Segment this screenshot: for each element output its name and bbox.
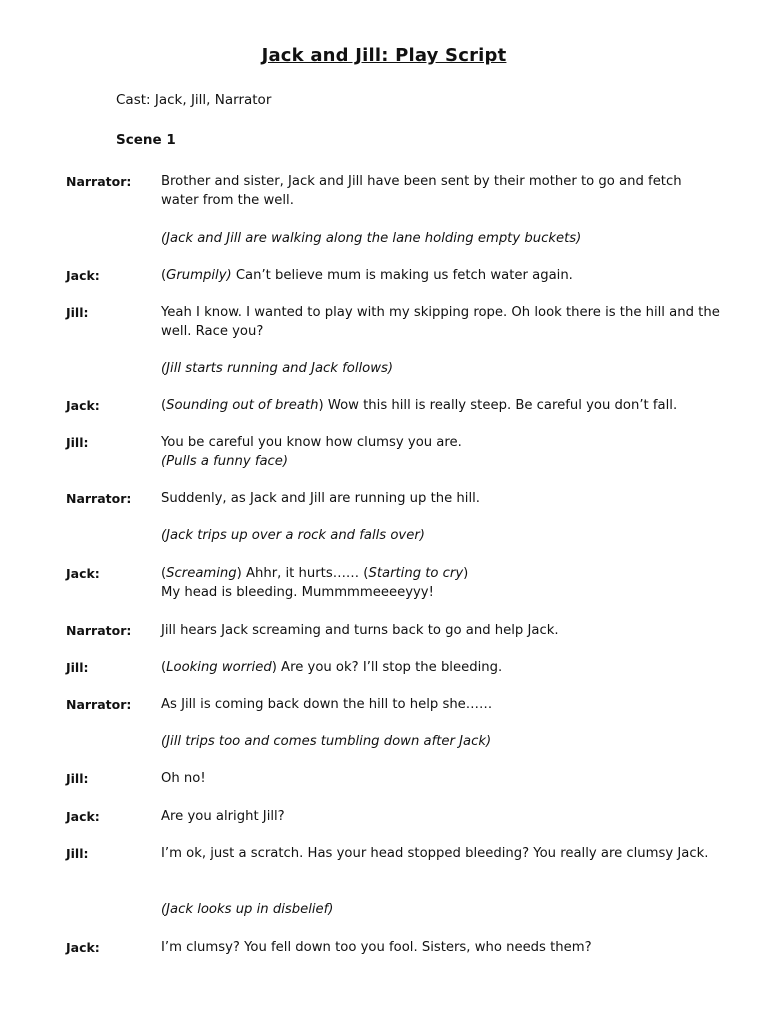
line-text: ( xyxy=(161,398,167,413)
speaker-name: Jill: xyxy=(66,435,89,450)
line-text: Jill hears Jack screaming and turns back to go and help Jack. xyxy=(161,623,559,638)
speaker-name: Narrator: xyxy=(66,174,132,189)
dialogue-line xyxy=(161,621,721,640)
speaker-name: Narrator: xyxy=(66,697,132,712)
dialogue-line xyxy=(161,807,721,826)
dialogue-line xyxy=(161,433,721,471)
speaker-name: Jill: xyxy=(66,660,89,675)
line-text: Can’t believe mum is making us fetch water again. xyxy=(231,268,573,283)
direction-text: (Jack trips up over a rock and falls over) xyxy=(161,528,425,543)
direction-text: (Jack and Jill are walking along the lane holding empty buckets) xyxy=(161,231,582,246)
dialogue-line xyxy=(161,564,721,602)
speaker-name: Jack: xyxy=(66,809,100,824)
dialogue-line xyxy=(161,695,721,714)
dialogue-line xyxy=(161,303,721,341)
line-text: ) Wow this hill is really steep. Be careful you don’t fall. xyxy=(318,398,678,413)
speaker-name: Jill: xyxy=(66,305,89,320)
stage-direction xyxy=(161,732,721,751)
direction-text: Screaming xyxy=(166,566,237,581)
dialogue-line xyxy=(161,658,721,677)
stage-direction xyxy=(161,900,721,919)
speaker-name: Jack: xyxy=(66,268,100,283)
line-text: Yeah I know. I wanted to play with my skipping rope. Oh look there is the hill and the well. Race you? xyxy=(161,305,720,339)
line-text: Suddenly, as Jack and Jill are running up the hill. xyxy=(161,491,480,506)
dialogue-line xyxy=(161,266,721,285)
speaker-name: Narrator: xyxy=(66,491,132,506)
speaker-name: Jill: xyxy=(66,771,89,786)
line-text: ) Are you ok? I’ll stop the bleeding. xyxy=(271,660,503,675)
dialogue-line xyxy=(161,769,721,788)
line-text: You be careful you know how clumsy you are. xyxy=(161,435,462,450)
page-title: Jack and Jill: Play Script xyxy=(261,45,507,66)
line-text: ( xyxy=(161,660,167,675)
dialogue-line xyxy=(161,396,721,415)
stage-direction xyxy=(161,229,721,248)
direction-text: (Jill trips too and comes tumbling down after Jack) xyxy=(161,734,492,749)
line-text: I’m ok, just a scratch. Has your head stopped bleeding? You really are clumsy Jack. xyxy=(161,846,709,861)
direction-text: (Jack looks up in disbelief) xyxy=(161,902,334,917)
line-text: ( xyxy=(161,268,167,283)
line-text: My head is bleeding. Mummmmeeeeyyy! xyxy=(161,585,434,600)
dialogue-line xyxy=(161,844,721,863)
dialogue-line xyxy=(161,172,721,210)
dialogue-line xyxy=(161,489,721,508)
line-text: I’m clumsy? You fell down too you fool. Sisters, who needs them? xyxy=(161,940,592,955)
speaker-name: Jill: xyxy=(66,846,89,861)
dialogue-line xyxy=(161,938,721,957)
line-text: Brother and sister, Jack and Jill have been sent by their mother to go and fetch water from the well. xyxy=(161,174,682,208)
line-text: Are you alright Jill? xyxy=(161,809,285,824)
direction-text: (Jill starts running and Jack follows) xyxy=(161,361,394,376)
speaker-name: Jack: xyxy=(66,566,100,581)
line-text: Oh no! xyxy=(161,771,206,786)
line-text: As Jill is coming back down the hill to help she…… xyxy=(161,697,493,712)
stage-direction xyxy=(161,526,721,545)
line-text: ( xyxy=(161,566,167,581)
stage-direction xyxy=(161,359,721,378)
speaker-name: Narrator: xyxy=(66,623,132,638)
line-text: ) xyxy=(463,566,469,581)
direction-text: Grumpily) xyxy=(166,268,232,283)
direction-text: Looking worried xyxy=(166,660,272,675)
direction-text: Sounding out of breath xyxy=(166,398,319,413)
cast-list: Cast: Jack, Jill, Narrator xyxy=(116,92,272,108)
direction-text: Starting to cry xyxy=(368,566,464,581)
speaker-name: Jack: xyxy=(66,398,100,413)
direction-text: (Pulls a funny face) xyxy=(161,454,289,469)
line-text: ) Ahhr, it hurts…… ( xyxy=(236,566,369,581)
speaker-name: Jack: xyxy=(66,940,100,955)
scene-heading: Scene 1 xyxy=(116,132,176,148)
